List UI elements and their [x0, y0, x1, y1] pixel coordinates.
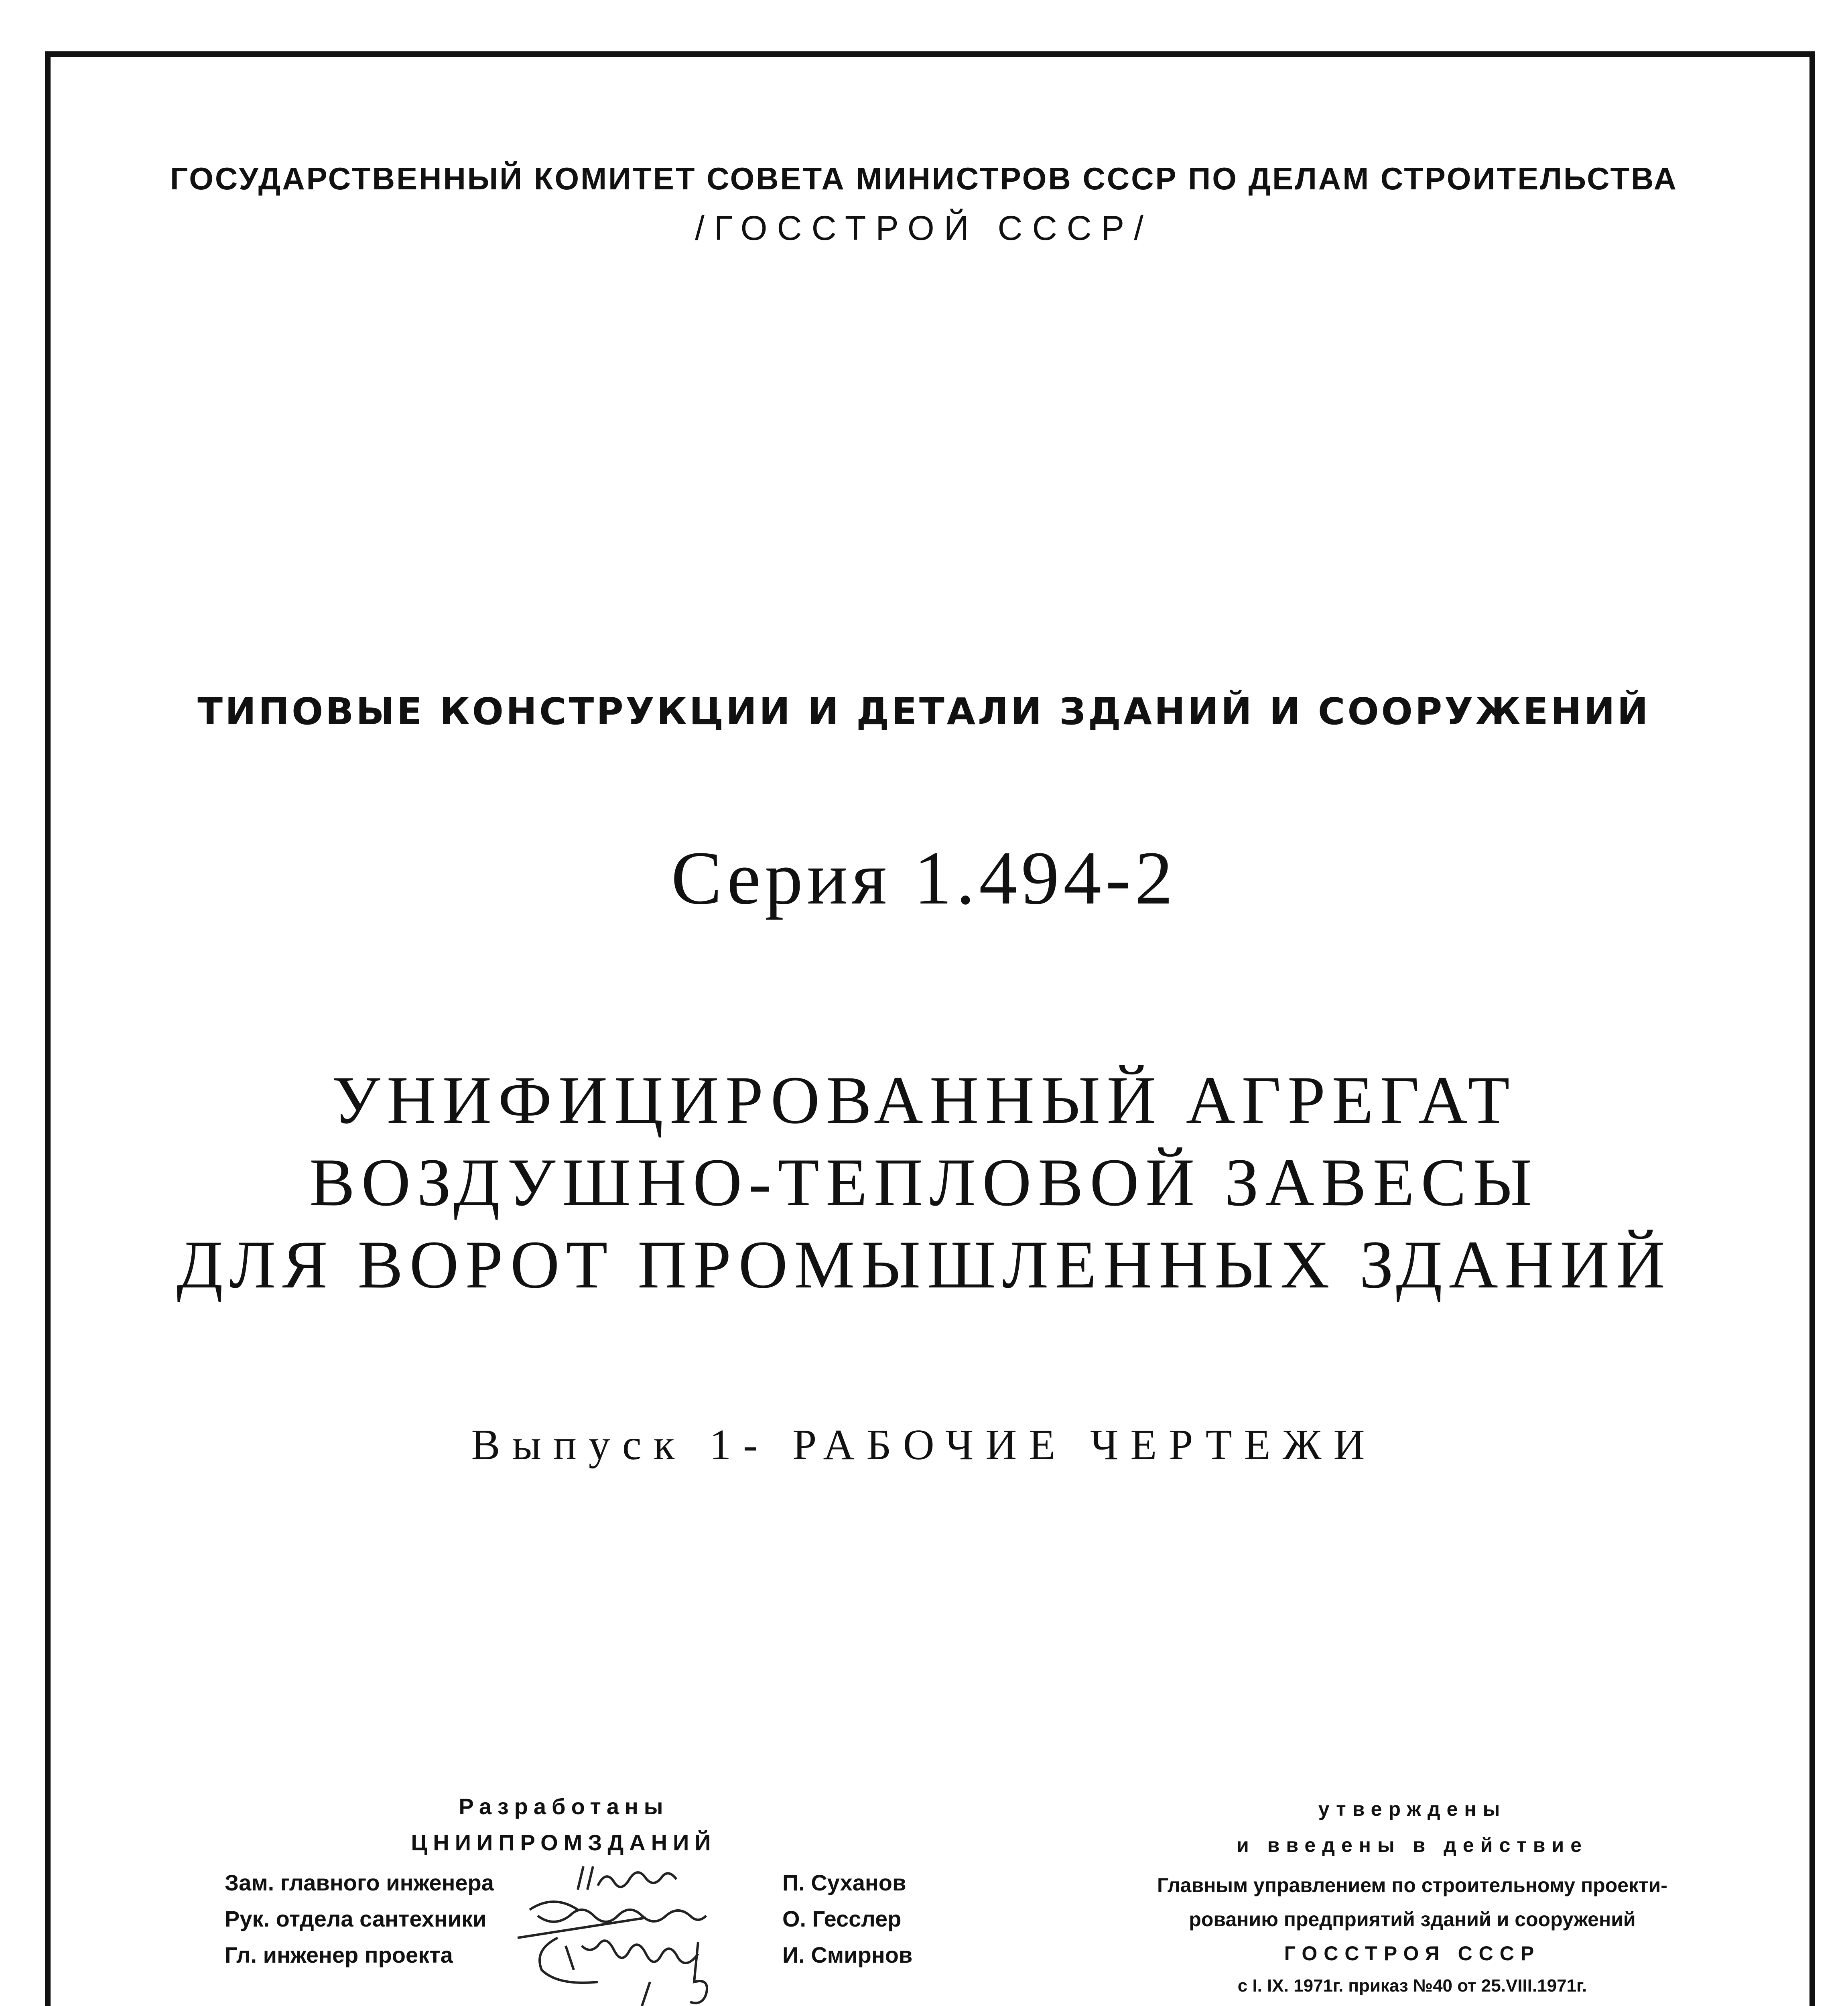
approval-organization: ГОССТРОЯ СССР [1284, 1942, 1541, 1965]
approval-body-2: рованию предприятий зданий и сооружений [1189, 1908, 1636, 1931]
developer-role: Гл. инженер проекта [225, 1942, 453, 1967]
title-line-3: ДЛЯ ВОРОТ ПРОМЫШЛЕННЫХ ЗДАНИЙ [176, 1227, 1672, 1302]
title-line-1: УНИФИЦИРОВАННЫЙ АГРЕГАТ [332, 1062, 1516, 1138]
organization-short: /ГОССТРОЙ СССР/ [695, 209, 1153, 248]
developer-name: И. Смирнов [782, 1942, 913, 1967]
drawing-frame [45, 51, 1815, 2006]
approval-order: с I. IX. 1971г. приказ №40 от 25.VIII.1971г. [1237, 1976, 1587, 1996]
developer-name: П. Суханов [782, 1870, 906, 1895]
issue-label: Выпуск 1- РАБОЧИЕ ЧЕРТЕЖИ [471, 1421, 1377, 1469]
approval-label: утверждены [1318, 1798, 1507, 1820]
signature-image [530, 1930, 770, 2006]
developer-role: Рук. отдела сантехники [225, 1906, 487, 1931]
developer-row [225, 1942, 931, 1978]
series-number: Серия 1.494-2 [671, 836, 1177, 920]
approval-label-2: и введены в действие [1236, 1834, 1588, 1856]
approval-body-1: Главным управлением по строительному проекти- [1157, 1874, 1667, 1896]
developer-name: О. Гесслер [782, 1906, 902, 1931]
title-line-2: ВОЗДУШНО-ТЕПЛОВОЙ ЗАВЕСЫ [309, 1145, 1539, 1220]
developer-role: Зам. главного инженера [225, 1870, 494, 1895]
developers-organization: ЦНИИПРОМЗДАНИЙ [411, 1830, 717, 1855]
developers-label: Разработаны [459, 1794, 669, 1819]
document-title [0, 1059, 1848, 1306]
series-heading: ТИПОВЫЕ КОНСТРУКЦИИ И ДЕТАЛИ ЗДАНИЙ И СООРУЖЕНИЙ [197, 690, 1651, 733]
organization-line: ГОСУДАРСТВЕННЫЙ КОМИТЕТ СОВЕТА МИНИСТРОВ СССР ПО ДЕЛАМ СТРОИТЕЛЬСТВА [170, 161, 1678, 196]
